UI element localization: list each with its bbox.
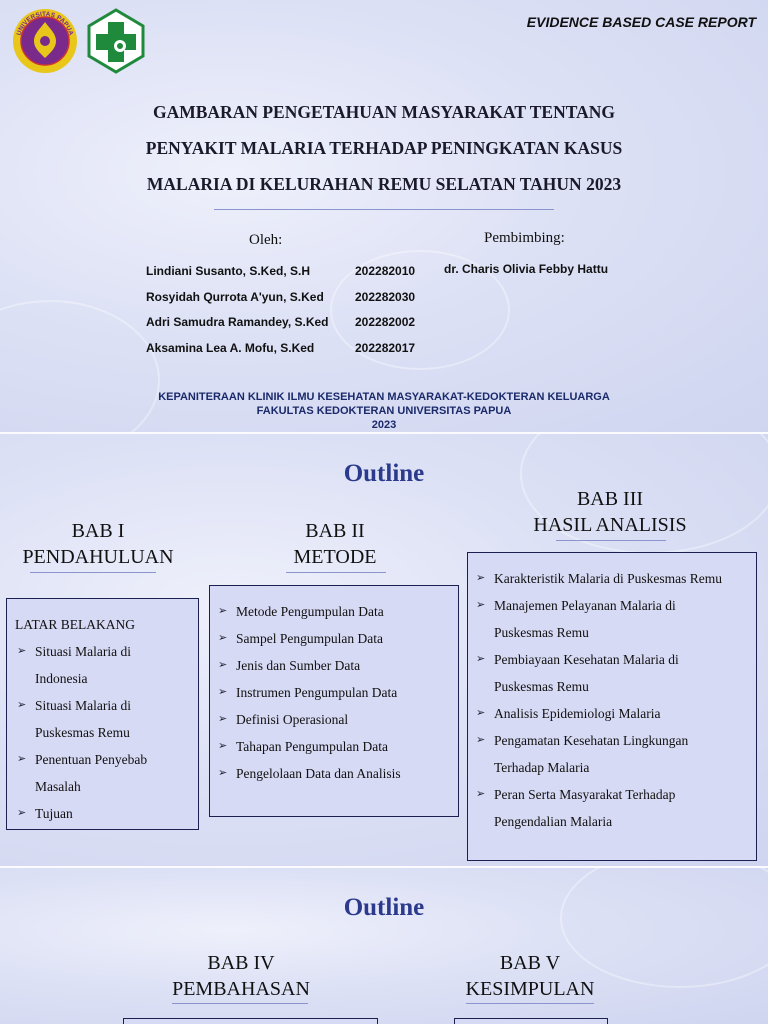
list-item-text: Puskesmas Remu [494,679,589,694]
list-item [15,665,190,692]
arrow-bullet-icon: ➢ [476,653,486,665]
bab1-underline [30,572,156,573]
list-item [474,808,750,835]
list-item-text: Pengamatan Kesehatan Lingkungan [494,733,689,748]
pembimbing-label: Pembimbing: [484,230,565,246]
logo-univ-text: UNIVERSITAS PAPUA [15,10,75,37]
list-item [474,727,750,754]
slide-outline-1 [0,434,768,866]
bab4-heading-number: BAB IV [207,952,275,974]
list-item [15,773,190,800]
list-item [216,679,452,706]
list-item [474,754,750,781]
author-name: Lindiani Susanto, S.Ked, S.H [146,264,311,278]
bab2-heading [210,518,460,570]
oleh-label: Oleh: [249,232,283,248]
author-nim: 202282017 [355,341,416,355]
header-label: EVIDENCE BASED CASE REPORT [526,14,756,30]
list-item [15,800,190,827]
list-item-text: Tujuan [35,806,73,821]
list-item-text: Definisi Operasional [236,712,349,727]
list-item-text: Pengendalian Malaria [494,814,613,829]
list-item-text: Situasi Malaria di [35,644,131,659]
list-item-text: Peran Serta Masyarakat Terhadap [494,787,676,802]
list-item [474,565,750,592]
arrow-bullet-icon: ➢ [476,572,486,584]
author-name: Adri Samudra Ramandey, S.Ked [146,315,329,329]
list-item-text: Manajemen Pelayanan Malaria di [494,598,676,613]
author-name: Aksamina Lea A. Mofu, S.Ked [146,341,315,355]
bab1-heading [0,518,196,570]
arrow-bullet-icon: ➢ [218,713,228,725]
list-item [216,733,452,760]
outline-title: Outline [343,460,425,487]
title-line: GAMBARAN PENGETAHUAN MASYARAKAT TENTANG [152,102,615,122]
list-item [474,781,750,808]
author-nim: 202282010 [355,264,416,278]
list-item [15,692,190,719]
list-item [216,652,452,679]
bab2-heading-title: METODE [293,546,377,568]
slide-title [0,0,768,432]
author-nim: 202282002 [355,315,416,329]
list-item [474,619,750,646]
bab5-heading-number: BAB V [499,952,561,974]
arrow-bullet-icon: ➢ [218,740,228,752]
arrow-bullet-icon: ➢ [476,599,486,611]
slide-outline-2 [0,868,768,1024]
bab3-heading-number: BAB III [576,488,644,510]
arrow-bullet-icon: ➢ [17,753,27,765]
outline-title: Outline [343,894,425,921]
list-item [15,719,190,746]
list-item-text: Tahapan Pengumpulan Data [236,739,389,754]
bab5-heading [440,950,620,1002]
bab5-box [454,1018,608,1024]
arrow-bullet-icon: ➢ [218,659,228,671]
list-item-text: Penentuan Penyebab [35,752,148,767]
bab2-underline [286,572,386,573]
bab5-heading-title: KESIMPULAN [465,978,595,1000]
list-item [474,673,750,700]
list-item-text: Puskesmas Remu [494,625,589,640]
arrow-bullet-icon: ➢ [476,788,486,800]
bab1-heading-title: PENDAHULUAN [22,546,174,568]
list-item [216,598,452,625]
list-item-text: Jenis dan Sumber Data [236,658,361,673]
list-item-text: Situasi Malaria di [35,698,131,713]
arrow-bullet-icon: ➢ [218,767,228,779]
bab1-first-line: LATAR BELAKANG [15,617,136,632]
institution-year: 2023 [371,419,397,431]
list-item [15,638,190,665]
report-title [60,94,708,202]
bab3-underline [556,540,666,541]
list-item-text: Sampel Pengumpulan Data [236,631,383,646]
arrow-bullet-icon: ➢ [17,807,27,819]
list-item-text: Pembiayaan Kesehatan Malaria di [494,652,679,667]
list-item-text: Terhadap Malaria [494,760,590,775]
title-line: MALARIA DI KELURAHAN REMU SELATAN TAHUN 2023 [146,174,622,194]
bab3-box [467,552,757,861]
arrow-bullet-icon: ➢ [476,734,486,746]
list-item [15,746,190,773]
bab4-heading-title: PEMBAHASAN [172,978,310,1000]
title-line: PENYAKIT MALARIA TERHADAP PENINGKATAN KASUS [145,138,623,158]
arrow-bullet-icon: ➢ [218,632,228,644]
bab5-underline [466,1003,594,1004]
institution-line: FAKULTAS KEDOKTERAN UNIVERSITAS PAPUA [256,405,512,417]
list-item-text: Pengelolaan Data dan Analisis [236,766,401,781]
arrow-bullet-icon: ➢ [17,645,27,657]
supervisor-name: dr. Charis Olivia Febby Hattu [444,262,609,276]
author-name: Rosyidah Qurrota A'yun, S.Ked [146,290,324,304]
bab4-box [123,1018,378,1024]
institution-line: KEPANITERAAN KLINIK ILMU KESEHATAN MASYARAKAT-KEDOKTERAN KELUARGA [158,391,610,403]
list-item [474,646,750,673]
list-item-text: Masalah [35,779,81,794]
list-item [474,700,750,727]
list-item-text: Indonesia [35,671,88,686]
list-item [216,760,452,787]
bab4-heading [116,950,366,1002]
kemenkes-logo [86,8,146,74]
arrow-bullet-icon: ➢ [17,699,27,711]
bab3-heading [470,486,750,538]
list-item-text: Puskesmas Remu [35,725,130,740]
list-item-text: Analisis Epidemiologi Malaria [494,706,661,721]
list-item [474,592,750,619]
bab1-heading-number: BAB I [71,520,125,542]
list-item [216,625,452,652]
bab2-box [209,585,459,817]
universitas-papua-logo [12,8,78,74]
arrow-bullet-icon: ➢ [218,605,228,617]
list-item-text: Metode Pengumpulan Data [236,604,384,619]
list-item [216,706,452,733]
bab2-heading-number: BAB II [305,520,365,542]
title-divider [214,209,554,210]
list-item-text: Instrumen Pengumpulan Data [236,685,398,700]
list-item-text: Karakteristik Malaria di Puskesmas Remu [494,571,722,586]
bab4-underline [172,1003,308,1004]
arrow-bullet-icon: ➢ [476,707,486,719]
bab3-heading-title: HASIL ANALISIS [533,514,687,536]
author-nim: 202282030 [355,290,416,304]
bab1-box [6,598,199,830]
arrow-bullet-icon: ➢ [218,686,228,698]
